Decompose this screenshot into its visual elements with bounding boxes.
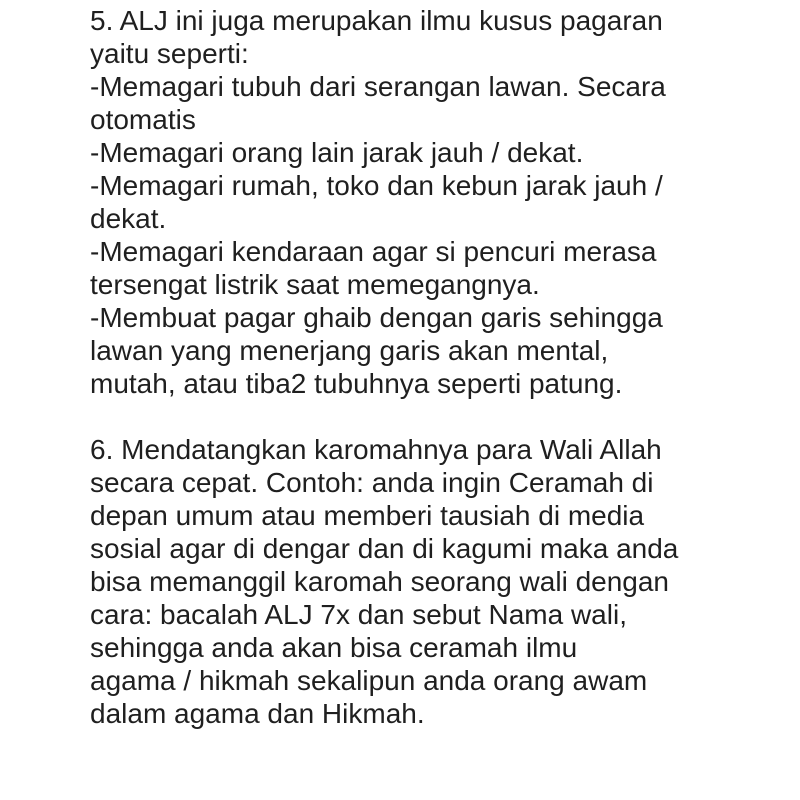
- text-line: 6. Mendatangkan karomahnya para Wali Allah: [90, 434, 662, 465]
- text-line: sosial agar di dengar dan di kagumi maka anda: [90, 533, 679, 564]
- text-line: sehingga anda akan bisa ceramah ilmu: [90, 632, 578, 663]
- text-line: agama / hikmah sekalipun anda orang awam: [90, 665, 648, 696]
- section-5: [90, 4, 790, 400]
- paragraph-gap: [90, 400, 790, 433]
- text-line: secara cepat. Contoh: anda ingin Ceramah di: [90, 467, 654, 498]
- text-line: -Memagari orang lain jarak jauh / dekat.: [90, 137, 584, 168]
- text-line: -Membuat pagar ghaib dengan garis sehingga: [90, 302, 663, 333]
- text-line: mutah, atau tiba2 tubuhnya seperti patung.: [90, 368, 623, 399]
- section-6: [90, 433, 790, 730]
- document-body: [90, 0, 790, 730]
- text-line: yaitu seperti:: [90, 38, 249, 69]
- text-line: 5. ALJ ini juga merupakan ilmu kusus pagaran: [90, 5, 663, 36]
- text-line: dekat.: [90, 203, 167, 234]
- text-line: depan umum atau memberi tausiah di media: [90, 500, 645, 531]
- text-line: tersengat listrik saat memegangnya.: [90, 269, 540, 300]
- text-line: -Memagari rumah, toko dan kebun jarak jauh /: [90, 170, 663, 201]
- text-line: bisa memanggil karomah seorang wali dengan: [90, 566, 670, 597]
- text-line: dalam agama dan Hikmah.: [90, 698, 425, 729]
- text-line: lawan yang menerjang garis akan mental,: [90, 335, 609, 366]
- text-line: cara: bacalah ALJ 7x dan sebut Nama wali,: [90, 599, 627, 630]
- text-line: -Memagari tubuh dari serangan lawan. Secara: [90, 71, 666, 102]
- text-line: -Memagari kendaraan agar si pencuri merasa: [90, 236, 657, 267]
- text-line: otomatis: [90, 104, 196, 135]
